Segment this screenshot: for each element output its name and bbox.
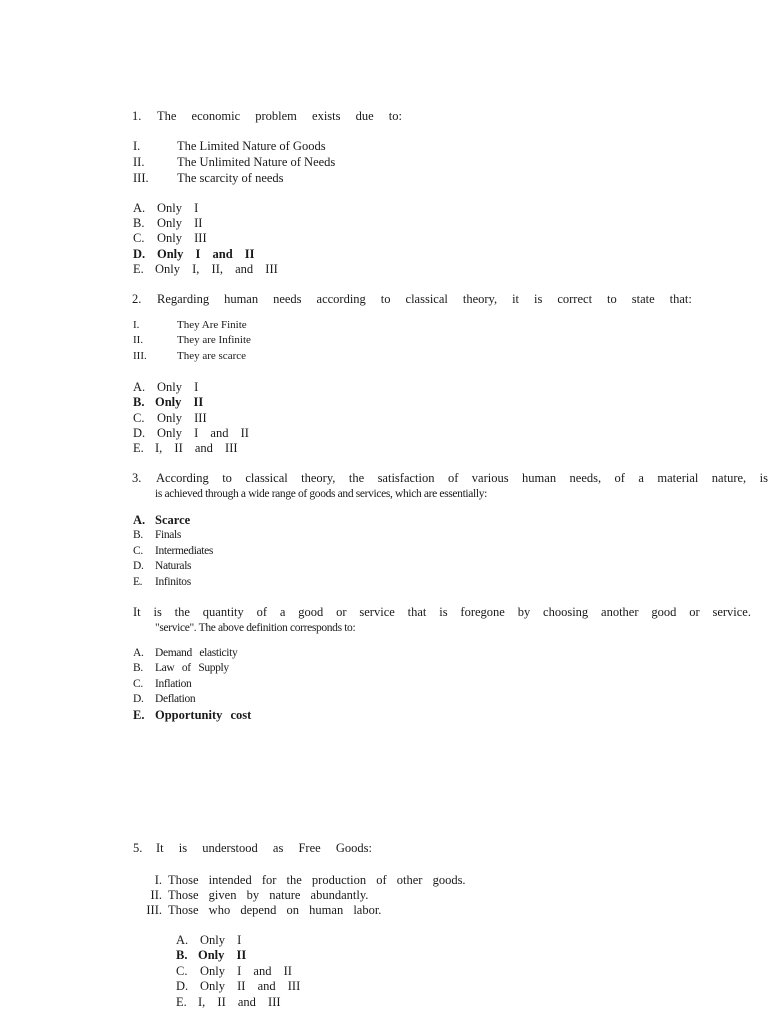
- question-3: [132, 471, 768, 486]
- question-text: The economic problem exists due to:: [157, 109, 402, 123]
- answer-option[interactable]: B. Law of Supply: [133, 662, 229, 674]
- answer-option[interactable]: A. Only I: [133, 380, 199, 394]
- answer-option[interactable]: C. Intermediates: [133, 545, 214, 557]
- answer-option-correct[interactable]: B. Only II: [176, 948, 247, 962]
- answer-option[interactable]: A. Demand elasticity: [133, 647, 238, 659]
- question-number: 2.: [132, 292, 142, 306]
- answer-option[interactable]: C. Only III: [133, 231, 207, 245]
- answer-option[interactable]: D. Naturals: [133, 560, 192, 572]
- answer-option-correct[interactable]: B. Only II: [133, 395, 204, 409]
- question-number: 3.: [132, 471, 142, 485]
- answer-option[interactable]: D. Deflation: [133, 693, 196, 705]
- statement: II. Those given by nature abundantly.: [150, 888, 369, 902]
- answer-option[interactable]: B. Only II: [133, 216, 203, 230]
- statement: I. Those intended for the production of other goods.: [154, 873, 466, 887]
- answer-option-correct[interactable]: D. Only I and II: [133, 247, 255, 261]
- answer-option[interactable]: D. Only II and III: [176, 979, 301, 993]
- question-4-line2: "service". The above definition corresponds to:: [155, 622, 356, 634]
- answer-option[interactable]: B. Finals: [133, 529, 182, 541]
- question-number: 1.: [132, 109, 142, 123]
- answer-option[interactable]: C. Inflation: [133, 678, 192, 690]
- question-text-line2: is achieved through a wide range of goods and services, which are essentially:: [155, 488, 487, 500]
- statement: III. The scarcity of needs: [133, 171, 284, 185]
- answer-option-correct[interactable]: A. Scarce: [133, 513, 191, 527]
- statement: I. They Are Finite: [133, 319, 247, 331]
- answer-option[interactable]: E. Infinitos: [133, 576, 191, 588]
- question-4-line1: It is the quantity of a good or service that is foregone by choosing another good or service.: [133, 605, 751, 619]
- statement: III. They are scarce: [133, 350, 247, 362]
- answer-option[interactable]: E. I, II and III: [176, 995, 281, 1009]
- answer-option[interactable]: E. I, II and III: [133, 441, 238, 455]
- statement: III. Those who depend on human labor.: [146, 903, 382, 917]
- question-number: 5.: [133, 841, 143, 855]
- question-text: Regarding human needs according to classical theory, it is correct to state that:: [157, 292, 692, 306]
- question-text-line1: According to classical theory, the satisfaction of various human needs, of a material nature, is: [156, 471, 768, 485]
- answer-option[interactable]: A. Only I: [176, 933, 242, 947]
- statement: I. The Limited Nature of Goods: [133, 139, 326, 153]
- statement: II. The Unlimited Nature of Needs: [133, 155, 336, 169]
- answer-option[interactable]: A. Only I: [133, 201, 199, 215]
- statement: II. They are Infinite: [133, 334, 251, 346]
- answer-option-correct[interactable]: E. Opportunity cost: [133, 708, 252, 722]
- question-2: [132, 292, 692, 307]
- question-1: [132, 109, 402, 124]
- question-5: [133, 841, 372, 856]
- answer-option[interactable]: C. Only I and II: [176, 964, 292, 978]
- answer-option[interactable]: E. Only I, II, and III: [133, 262, 278, 276]
- question-text: It is understood as Free Goods:: [156, 841, 372, 855]
- answer-option[interactable]: C. Only III: [133, 411, 207, 425]
- answer-option[interactable]: D. Only I and II: [133, 426, 249, 440]
